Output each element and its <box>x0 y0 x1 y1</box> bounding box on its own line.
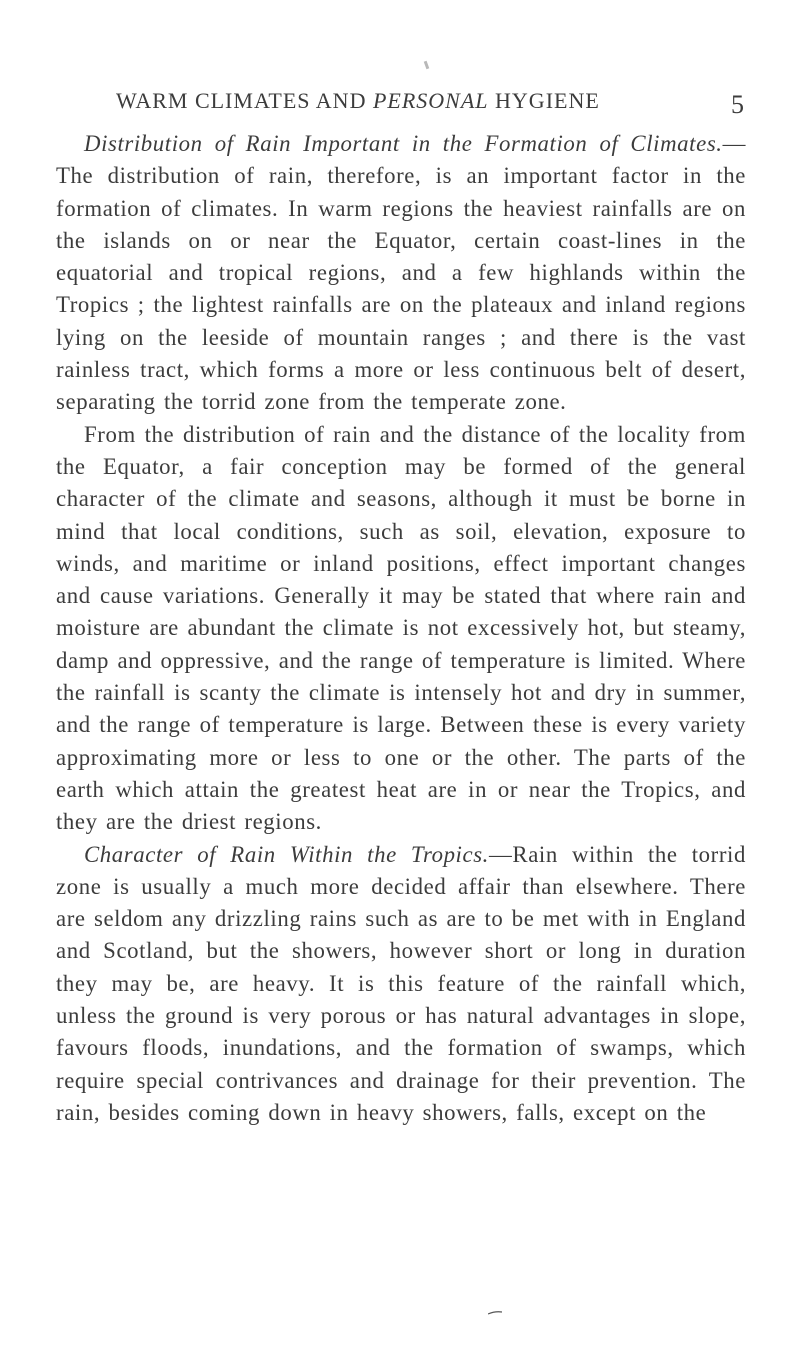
section-heading: Distribution of Rain Important in the Formation of Climates. <box>84 131 723 156</box>
section-heading: Character of Rain Within the Tropics. <box>84 841 489 867</box>
paragraph-distribution-of-rain <box>56 128 746 419</box>
ink-mark <box>488 1311 502 1315</box>
page-header <box>116 88 744 128</box>
body-text <box>56 128 746 1129</box>
page-number: 5 <box>731 90 744 119</box>
running-head <box>116 88 600 114</box>
paragraph-character-of-rain <box>56 839 746 1130</box>
paragraph-text: —The distribution of rain, therefore, is an important factor in the formation of climates. In warm regions the heaviest rainfalls are on the islands on or near the Equator, certain coast-lines in the equatorial and tropical regions, and a few highlands within the Tropics ; the lightest rainfalls are on the plateaux and inland regions lying on the leeside of mountain ranges ; and there is the vast rainless tract, which forms a more or less continuous belt of desert, separating the torrid zone from the temperate zone. <box>56 131 746 415</box>
paragraph-text: From the distribution of rain and the distance of the locality from the Equator, a fair conception may be formed of the general character of the climate and seasons, although it must be borne in mind that local conditions, such as soil, elevation, exposure to winds, and maritime or inland positions, effect important changes and cause variations. Generally it may be stated that where rain and moisture are abundant the climate is not excessively hot, but steamy, damp and oppressive, and the range of temperature is limited. Where the rainfall is scanty the climate is intensely hot and dry in summer, and the range of temperature is large. Between these is every variety approximating more or less to one or the other. The parts of the earth which attain the greatest heat are in or near the Tropics, and they are the driest regions. <box>56 421 746 835</box>
running-head-part1: WARM CLIMATES AND <box>116 88 373 113</box>
paragraph-climate-character <box>56 419 746 839</box>
running-head-part2: HYGIENE <box>488 88 600 113</box>
printer-mark <box>424 61 430 70</box>
paragraph-text: —Rain within the torrid zone is usually a much more decided affair than elsewhere. There are seldom any drizzling rains such as are to be met with in England and Scotland, but the showers, however short or long in duration they may be, are heavy. It is this feature of the rainfall which, unless the ground is very porous or has natural advantages in slope, favours floods, inundations, and the formation of swamps, which require special contrivances and drainage for their prevention. The rain, besides coming down in heavy showers, falls, except on the <box>56 841 746 1125</box>
running-head-italic: PERSONAL <box>372 88 489 113</box>
